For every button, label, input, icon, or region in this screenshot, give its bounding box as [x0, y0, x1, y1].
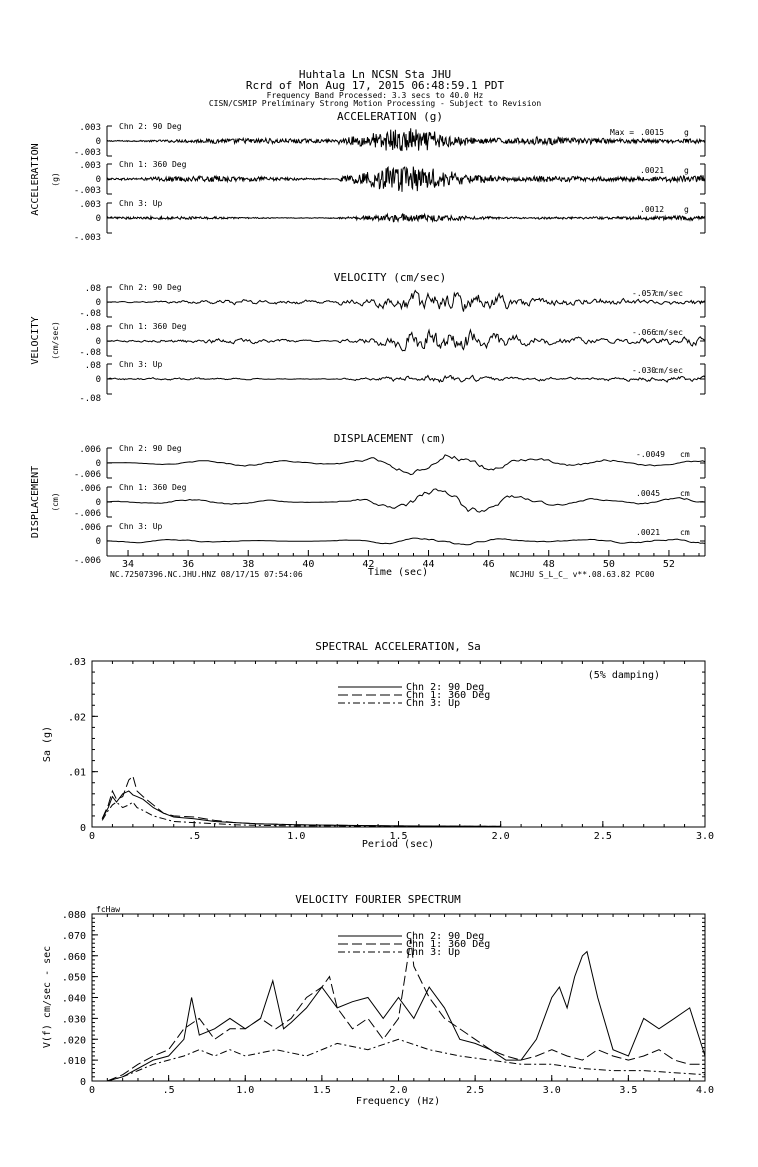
header-disclaimer: CISN/CSMIP Preliminary Strong Motion Processing - Subject to Revision [208, 99, 542, 108]
time-tick-label: 42 [362, 559, 375, 570]
channel-strip [74, 160, 705, 196]
legend-entry: Chn 1: 360 Deg [406, 939, 491, 950]
x-tick-label: 0 [88, 1085, 96, 1096]
time-tick-label: 48 [542, 559, 555, 570]
legend-entry: Chn 1: 360 Deg [406, 690, 491, 701]
strip-tick-label: -.08 [79, 348, 101, 358]
header-band: Frequency Band Processed: 3.3 secs to 40.0 Hz [266, 91, 484, 100]
time-tick-label: 38 [242, 559, 255, 570]
channel-strip [79, 360, 705, 404]
x-tick-label: 1.5 [389, 831, 408, 842]
strip-tick-label: 0 [95, 459, 101, 469]
y-tick-label: 0 [79, 1077, 86, 1088]
channel-label: Chn 1: 360 Deg [119, 322, 187, 331]
peak-unit: g [684, 205, 689, 214]
peak-value: -.057 [632, 289, 657, 298]
strip-tick-label: 0 [95, 537, 101, 547]
strip-tick-label: .003 [79, 161, 101, 171]
strip-tick-label: .006 [79, 445, 101, 455]
x-tick-label: 3.0 [542, 1085, 561, 1096]
strip-tick-label: 0 [95, 137, 101, 147]
strip-tick-label: -.08 [79, 394, 101, 404]
panel-side-label: VELOCITY [30, 316, 41, 365]
y-tick-label: .01 [67, 767, 86, 779]
peak-value: .0015 [640, 128, 665, 137]
y-tick-label: .080 [61, 910, 86, 921]
x-tick-label: 2.5 [466, 1085, 485, 1096]
header-record: Rcrd of Mon Aug 17, 2015 06:48:59.1 PDT [245, 79, 505, 92]
y-tick-label: .010 [61, 1056, 86, 1068]
x-tick-label: .5 [162, 1085, 175, 1096]
series-line [102, 802, 501, 826]
channel-label: Chn 2: 90 Deg [119, 444, 182, 453]
strip-tick-label: -.006 [73, 509, 101, 519]
peak-value: .0021 [640, 166, 665, 175]
channel-strip [74, 483, 705, 519]
peak-value: .0045 [636, 489, 661, 498]
peak-unit: cm/sec [654, 289, 683, 298]
channel-label: Chn 2: 90 Deg [119, 283, 182, 292]
y-tick-label: .060 [61, 951, 86, 963]
spectral-acceleration-chart [42, 640, 714, 850]
strip-tick-label: -.006 [73, 556, 101, 566]
series-line [107, 1039, 705, 1081]
seismic-trace [107, 167, 705, 192]
header-station: Huhtala Ln NCSN Sta JHU [298, 68, 452, 81]
panel-title: VELOCITY (cm/sec) [333, 271, 447, 284]
y-tick-label: .040 [61, 993, 86, 1005]
x-tick-label: 2.5 [593, 831, 612, 842]
strip-tick-label: 0 [95, 214, 101, 224]
y-tick-label: .03 [67, 657, 86, 668]
channel-label: Chn 1: 360 Deg [119, 483, 187, 492]
time-series-panel [30, 271, 705, 404]
x-tick-label: 3.5 [619, 1085, 638, 1096]
strip-tick-label: 0 [95, 298, 101, 308]
strip-tick-label: .08 [84, 284, 101, 294]
fourier-y-label: V(f) cm/sec - sec [42, 945, 53, 1049]
spectral-x-label: Period (sec) [361, 839, 435, 850]
time-tick-label: 52 [662, 559, 675, 570]
peak-unit: cm [680, 450, 690, 459]
seismic-trace [107, 538, 705, 545]
peak-value: .0012 [640, 205, 665, 214]
time-tick-label: 34 [122, 559, 135, 570]
y-tick-label: .030 [61, 1014, 86, 1026]
strip-tick-label: -.003 [73, 186, 101, 196]
y-tick-label: 0 [79, 823, 86, 834]
strip-tick-label: .08 [84, 361, 101, 371]
y-tick-label: .050 [61, 972, 86, 984]
peak-unit: g [684, 128, 689, 137]
peak-unit: cm [680, 489, 690, 498]
spectral-y-label: Sa (g) [42, 725, 53, 763]
time-tick-label: 40 [302, 559, 315, 570]
x-tick-label: 2.0 [491, 831, 510, 842]
footer-station-code: NCJHU S_L_C_ v**.08.63.82 PC00 [510, 570, 655, 579]
y-tick-label: .02 [67, 712, 86, 724]
channel-strip [79, 283, 705, 319]
x-tick-label: 1.0 [236, 1085, 255, 1096]
time-series-panel [30, 110, 705, 243]
seismic-trace [107, 214, 705, 222]
seismic-trace [107, 291, 705, 312]
panel-side-unit: (cm/sec) [51, 321, 60, 360]
spectral-ticks [68, 657, 714, 842]
spectral-damping-note: (5% damping) [587, 670, 660, 681]
seismic-trace [107, 375, 705, 382]
seismic-trace [107, 330, 705, 351]
fourier-title: VELOCITY FOURIER SPECTRUM [295, 893, 461, 906]
spectral-series [102, 776, 501, 826]
fourier-legend [338, 931, 490, 958]
time-series-panel [30, 432, 705, 566]
strip-tick-label: -.003 [73, 148, 101, 158]
channel-label: Chn 3: Up [119, 522, 163, 531]
peak-unit: cm [680, 528, 690, 537]
strip-tick-label: .006 [79, 484, 101, 494]
time-tick-label: 36 [182, 559, 195, 570]
strip-tick-label: 0 [95, 498, 101, 508]
time-tick-label: 46 [482, 559, 495, 570]
channel-strip [74, 199, 705, 243]
series-line [107, 939, 705, 1081]
legend-entry: Chn 2: 90 Deg [406, 682, 485, 693]
channel-label: Chn 3: Up [119, 360, 163, 369]
footer-event-id: NC.72507396.NC.JHU.HNZ 08/17/15 07:54:06 [110, 570, 303, 579]
peak-unit: g [684, 166, 689, 175]
strip-tick-label: .003 [79, 200, 101, 210]
strip-tick-label: 0 [95, 375, 101, 385]
peak-unit: cm/sec [654, 366, 683, 375]
x-tick-label: 3.0 [695, 831, 715, 842]
channel-label: Chn 1: 360 Deg [119, 160, 187, 169]
panel-title: ACCELERATION (g) [337, 110, 443, 123]
spectral-plot-frame [92, 661, 705, 827]
strip-tick-label: 0 [95, 175, 101, 185]
fourier-x-label: Frequency (Hz) [355, 1096, 441, 1107]
x-tick-label: .5 [188, 831, 201, 842]
legend-entry: Chn 3: Up [406, 698, 461, 709]
channel-label: Chn 3: Up [119, 199, 163, 208]
time-tick-label: 44 [422, 559, 435, 570]
legend-entry: Chn 2: 90 Deg [406, 931, 485, 942]
strip-tick-label: 0 [95, 337, 101, 347]
max-label: Max = [610, 128, 635, 137]
x-tick-label: 4.0 [695, 1085, 715, 1096]
x-tick-label: 1.0 [287, 831, 306, 842]
fourier-ticks [62, 910, 714, 1096]
x-tick-label: 2.0 [389, 1085, 408, 1096]
strip-tick-label: .08 [84, 323, 101, 333]
seismic-trace [107, 455, 705, 475]
peak-unit: cm/sec [654, 328, 683, 337]
y-tick-label: .070 [61, 930, 86, 942]
strip-tick-label: -.08 [79, 309, 101, 319]
panel-side-unit: (cm) [51, 492, 60, 512]
peak-value: .0021 [636, 528, 661, 537]
peak-value: -.066 [632, 328, 657, 337]
panel-side-label: ACCELERATION [30, 143, 41, 216]
spectral-title: SPECTRAL ACCELERATION, Sa [315, 640, 481, 653]
channel-label: Chn 2: 90 Deg [119, 122, 182, 131]
channel-strip [74, 444, 705, 480]
spectral-legend [338, 682, 490, 709]
fourier-series [107, 939, 705, 1081]
series-line [102, 776, 501, 826]
channel-strip [74, 122, 705, 158]
fourier-spectrum-chart [42, 893, 714, 1107]
report-header [209, 68, 542, 108]
panel-title: DISPLACEMENT (cm) [333, 432, 447, 445]
strip-tick-label: .003 [79, 123, 101, 133]
y-tick-label: .020 [61, 1035, 86, 1047]
channel-strip [79, 322, 705, 358]
peak-value: -.030 [632, 366, 657, 375]
time-tick-label: 50 [602, 559, 615, 570]
series-line [102, 791, 501, 826]
time-axis-label: Time (sec) [367, 567, 429, 578]
panel-side-label: DISPLACEMENT [30, 465, 41, 539]
seismic-trace [107, 489, 705, 512]
x-tick-label: 0 [88, 831, 96, 842]
fourier-corner-label: fcHaw [96, 905, 121, 914]
panel-side-unit: (g) [51, 172, 60, 187]
legend-entry: Chn 3: Up [406, 947, 461, 958]
strip-tick-label: .006 [79, 523, 101, 533]
strip-tick-label: -.003 [73, 233, 101, 243]
strip-tick-label: -.006 [73, 470, 101, 480]
time-series-panels [30, 110, 705, 566]
x-tick-label: 1.5 [312, 1085, 331, 1096]
peak-value: -.0049 [636, 450, 665, 459]
